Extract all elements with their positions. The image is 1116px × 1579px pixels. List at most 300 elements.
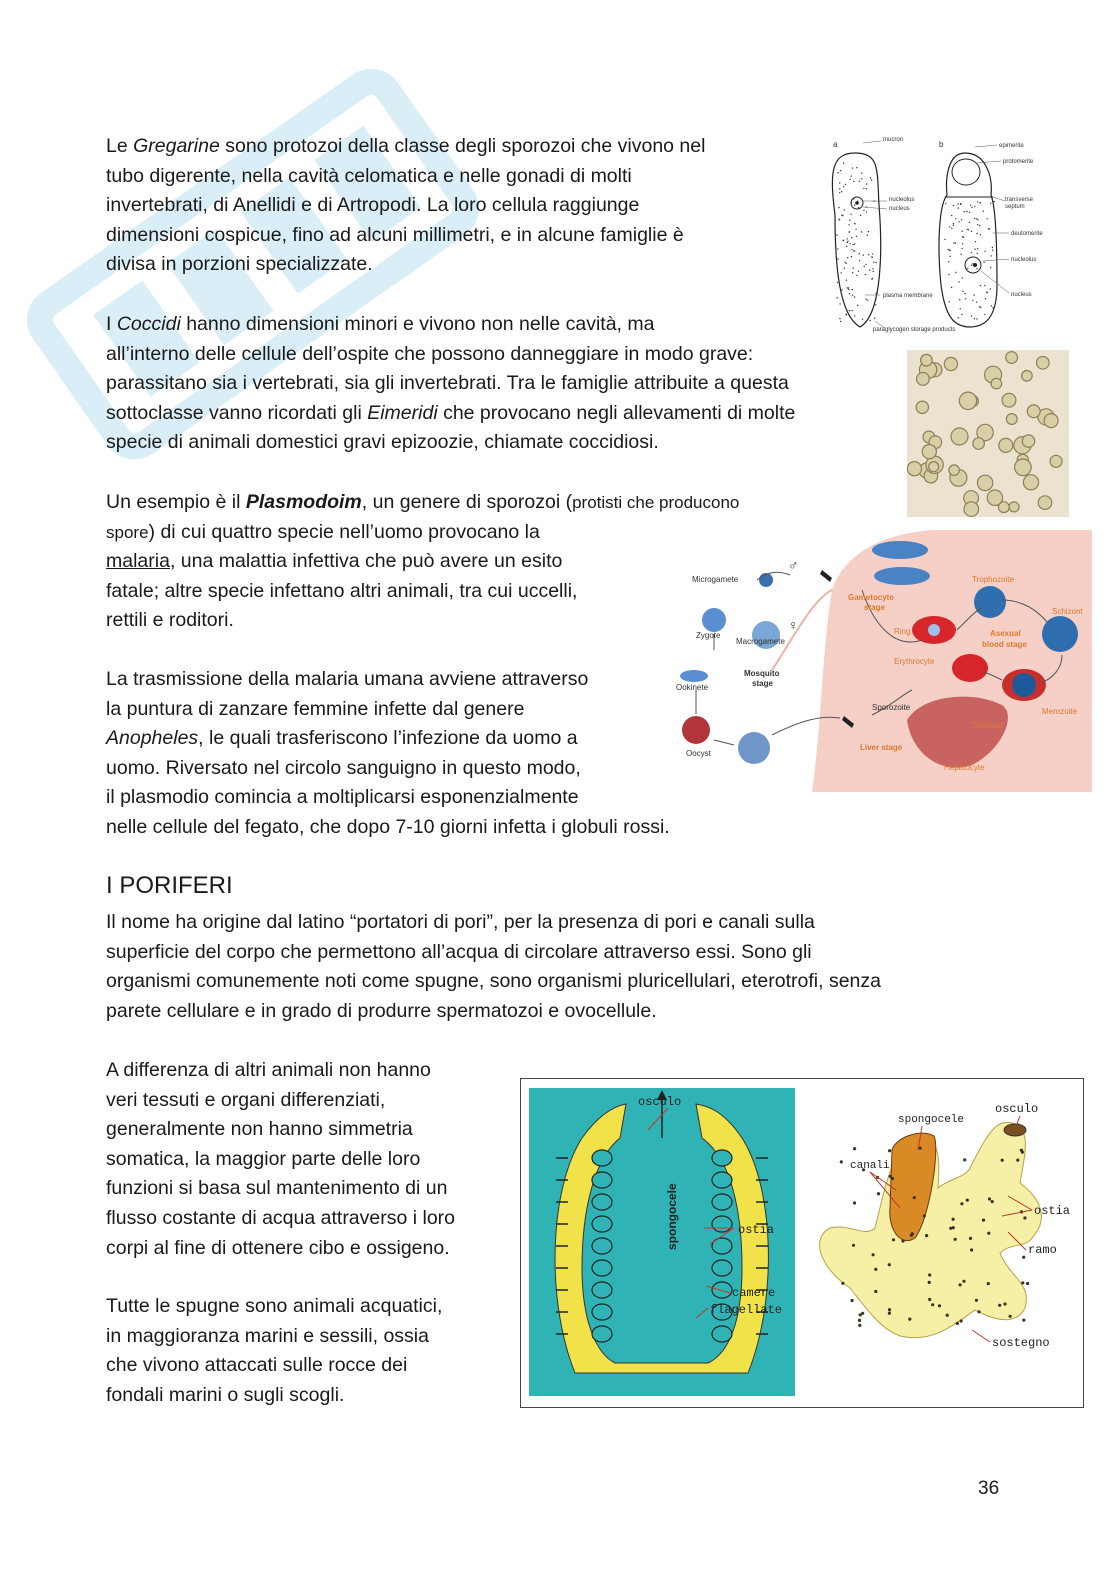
cytoplasm-dot: [991, 255, 992, 256]
ostium-dot: [852, 1244, 855, 1247]
cytoplasm-dot: [863, 188, 864, 189]
cytoplasm-dot: [965, 298, 966, 299]
flagellate-chamber: [592, 1260, 612, 1276]
ostium-dot: [946, 1314, 949, 1317]
ostium-dot: [901, 1239, 904, 1242]
text-line: dimensioni cospicue, fino ad alcuni millimetri, e in alcune famiglie è: [106, 223, 684, 246]
cytoplasm-dot: [844, 268, 845, 269]
cytoplasm-dot: [871, 256, 872, 257]
paragraph-plasmodio: [106, 488, 739, 636]
cytoplasm-dot: [844, 262, 845, 263]
cytoplasm-dot: [868, 254, 869, 255]
cytoplasm-dot: [976, 318, 977, 319]
cytoplasm-dot: [847, 241, 848, 242]
cytoplasm-dot: [979, 225, 980, 226]
label-microgamete: Microgamete: [692, 575, 739, 584]
flagellate-chamber: [712, 1282, 732, 1298]
cytoplasm-dot: [855, 229, 856, 230]
gregarine-diagram: [825, 135, 1055, 335]
label-canali: canali: [850, 1160, 890, 1172]
text-line: [106, 132, 705, 162]
cytoplasm-dot: [866, 188, 867, 189]
term-plasmodoim: Plasmodoim: [245, 491, 362, 513]
oocyst: [999, 438, 1013, 452]
cytoplasm-dot: [967, 268, 968, 269]
colony-osculum: [1004, 1124, 1026, 1136]
label-gametocyte: Gametocyte: [848, 593, 894, 602]
ostium-dot: [928, 1281, 931, 1284]
label-zygote: Zygote: [696, 631, 721, 640]
ostium-dot: [858, 1324, 861, 1327]
label-merozoite: Merozoite: [1042, 707, 1078, 716]
page-number: 36: [978, 1478, 1000, 1499]
cytoplasm-dot: [990, 288, 991, 289]
label-b: b: [939, 140, 944, 149]
cytoplasm-dot: [856, 236, 857, 237]
male-symbol: ♂: [788, 557, 799, 573]
cytoplasm-dot: [962, 277, 963, 278]
cytoplasm-dot: [948, 261, 949, 262]
label-spongocele: spongocele: [665, 1183, 679, 1250]
text-line: La trasmissione della malaria umana avviene attraverso: [106, 668, 589, 690]
cytoplasm-dot: [976, 233, 977, 234]
ostium-dot: [952, 1218, 955, 1221]
cytoplasm-dot: [977, 248, 978, 249]
cytoplasm-dot: [969, 222, 970, 223]
cytoplasm-dot: [849, 179, 850, 180]
oocyst: [922, 445, 936, 459]
ostium-dot: [1023, 1216, 1026, 1219]
cytoplasm-dot: [992, 247, 993, 248]
cytoplasm-dot: [984, 285, 985, 286]
label-a: a: [833, 140, 838, 149]
cytoplasm-dot: [837, 282, 838, 283]
cytoplasm-dot: [851, 256, 852, 257]
ostium-dot: [874, 1290, 877, 1293]
cytoplasm-dot: [870, 177, 871, 178]
cytoplasm-dot: [951, 287, 952, 288]
text-line: [106, 399, 795, 429]
ostium-dot: [962, 1280, 965, 1283]
cytoplasm-dot: [955, 218, 956, 219]
oocyst: [977, 475, 992, 490]
female-symbol: ♀: [788, 617, 799, 633]
cytoplasm-dot: [971, 252, 972, 253]
cytoplasm-dot: [990, 203, 991, 204]
ostium-dot: [925, 1234, 928, 1237]
ostium-dot: [960, 1202, 963, 1205]
cytoplasm-dot: [859, 253, 860, 254]
cytoplasm-dot: [964, 211, 965, 212]
oocyst: [907, 462, 921, 476]
oocyst: [916, 401, 928, 413]
label-sostegno: sostegno: [992, 1336, 1050, 1350]
cytoplasm-dot: [857, 305, 858, 306]
label-paraglycogen: paraglycogen storage products: [873, 327, 956, 333]
cytoplasm-dot: [838, 258, 839, 259]
ostium-dot: [1001, 1159, 1004, 1162]
term-eimeridi: Eimeridi: [367, 401, 438, 424]
ostium-dot: [987, 1232, 990, 1235]
cytoplasm-dot: [980, 307, 981, 308]
flagellate-chamber: [592, 1150, 612, 1166]
label-nucleus: nucleus: [889, 206, 910, 212]
nucleolus-b: [973, 263, 977, 267]
text: Le: [106, 135, 134, 157]
cytoplasm-dot: [991, 305, 992, 306]
cytoplasm-dot: [961, 314, 962, 315]
cytoplasm-dot: [945, 203, 946, 204]
ostium-dot: [892, 1238, 895, 1241]
cytoplasm-dot: [970, 205, 971, 206]
cytoplasm-dot: [966, 211, 967, 212]
ostium-dot: [913, 1196, 916, 1199]
cytoplasm-dot: [977, 201, 978, 202]
ostium-dot: [938, 1304, 941, 1307]
cytoplasm-dot: [861, 178, 862, 179]
text-line: tubo digerente, nella cavità celomatica e nelle gonadi di molti: [106, 164, 632, 187]
text: sottoclasse vanno ricordati gli: [106, 401, 368, 424]
text-line: invertebrati, di Anellidi e di Artropodi. La loro cellula raggiunge: [106, 194, 640, 217]
paragraph-poriferi: [106, 908, 881, 1026]
cytoplasm-dot: [951, 228, 952, 229]
paragraph-differenza: [106, 1056, 455, 1263]
sponge-anatomy-diagram: [520, 1078, 1084, 1408]
text-line: [106, 518, 739, 548]
cytoplasm-dot: [955, 242, 956, 243]
cytoplasm-dot: [949, 226, 950, 227]
cytoplasm-dot: [865, 274, 866, 275]
cytoplasm-dot: [836, 234, 837, 235]
text-line: parete cellulare e in grado di produrre spermatozoi e ovocellule.: [106, 999, 657, 1022]
oocyst: [949, 465, 959, 475]
oocyst: [951, 428, 968, 445]
cytoplasm-dot: [958, 203, 959, 204]
nucleolus-a: [855, 201, 859, 205]
cytoplasm-dot: [847, 242, 848, 243]
cytoplasm-dot: [868, 231, 869, 232]
cytoplasm-dot: [851, 202, 852, 203]
ostium-dot: [970, 1248, 973, 1251]
cytoplasm-dot: [987, 218, 988, 219]
cytoplasm-dot: [856, 275, 857, 276]
cytoplasm-dot: [854, 223, 855, 224]
label-transverse: transverse: [1005, 197, 1034, 203]
cytoplasm-dot: [838, 207, 839, 208]
cytoplasm-dot: [973, 294, 974, 295]
cytoplasm-dot: [839, 182, 840, 183]
cytoplasm-dot: [858, 271, 859, 272]
cytoplasm-dot: [850, 214, 851, 215]
ostium-dot: [975, 1299, 978, 1302]
cytoplasm-dot: [836, 297, 837, 298]
cytoplasm-dot: [866, 183, 867, 184]
text-line: specie di animali domestici gravi epizoozie, chiamate coccidiosi.: [106, 431, 659, 454]
cytoplasm-dot: [865, 299, 866, 300]
cytoplasm-dot: [972, 263, 973, 264]
cytoplasm-dot: [837, 248, 838, 249]
cytoplasm-dot: [977, 219, 978, 220]
term-anopheles: Anopheles: [106, 727, 199, 750]
cytoplasm-dot: [839, 318, 840, 319]
label-mosquito-stage: stage: [752, 679, 773, 688]
cytoplasm-dot: [971, 315, 972, 316]
ostium-dot: [888, 1263, 891, 1266]
cytoplasm-dot: [845, 184, 846, 185]
cytoplasm-dot: [846, 246, 847, 247]
text-line: Tutte le spugne sono animali acquatici,: [106, 1295, 443, 1317]
ostium-dot: [1022, 1256, 1025, 1259]
cytoplasm-dot: [989, 228, 990, 229]
label-osculo-colony: osculo: [995, 1102, 1039, 1116]
cytoplasm-dot: [862, 319, 863, 320]
cytoplasm-dot: [980, 202, 981, 203]
oocyst: [944, 357, 957, 370]
ostium-dot: [841, 1282, 844, 1285]
ostium-dot: [959, 1283, 962, 1286]
ostium-dot: [928, 1298, 931, 1301]
text-line: superficie del corpo che permettono all’acqua di circolare attraverso essi. Sono gli: [106, 940, 812, 963]
text-line: fondali marini o sugli scogli.: [106, 1383, 345, 1406]
flagellate-chamber: [712, 1172, 732, 1188]
cytoplasm-dot: [875, 304, 876, 305]
text-line: funzioni si basa sul mantenimento di un: [106, 1177, 448, 1200]
cytoplasm-dot: [856, 167, 857, 168]
cytoplasm-dot: [873, 261, 874, 262]
cytoplasm-dot: [875, 262, 876, 263]
paragraph-spugne: [106, 1292, 442, 1410]
ostium-dot: [858, 1319, 861, 1322]
text-line: [106, 547, 739, 577]
ostium-dot: [966, 1199, 969, 1202]
ostium-dot: [888, 1308, 891, 1311]
ostium-dot: [853, 1147, 856, 1150]
text: , le quali trasferiscono l’infezione da uomo a: [198, 727, 578, 750]
link-malaria[interactable]: malaria: [106, 550, 170, 573]
cytoplasm-dot: [971, 207, 972, 208]
label-sporozoite: Sporozoite: [872, 703, 911, 712]
cytoplasm-dot: [983, 211, 984, 212]
cytoplasm-dot: [852, 244, 853, 245]
cytoplasm-dot: [953, 242, 954, 243]
oocyst: [921, 354, 933, 366]
text-line: corpi al fine di ottenere cibo e ossigeno.: [106, 1236, 450, 1259]
label-trophozoite: Trophozoite: [972, 575, 1014, 584]
cytoplasm-dot: [992, 307, 993, 308]
gregarine-b-body: [939, 153, 997, 327]
oocyst: [1006, 352, 1018, 364]
cytoplasm-dot: [962, 243, 963, 244]
term-gregarine: Gregarine: [133, 135, 220, 157]
label-nucleolus-b: nucleolus: [1011, 257, 1037, 263]
cytoplasm-dot: [840, 170, 841, 171]
text: ) di cui quattro specie nell’uomo provocano la: [148, 520, 540, 543]
label-ostia: ostia: [738, 1223, 775, 1237]
cytoplasm-dot: [849, 310, 850, 311]
cytoplasm-dot: [848, 224, 849, 225]
ostium-dot: [874, 1268, 877, 1271]
text-line: generalmente non hanno simmetria: [106, 1118, 413, 1141]
cytoplasm-dot: [960, 308, 961, 309]
text-line: fatale; altre specie infettano altri animali, tra cui uccelli,: [106, 579, 578, 602]
text-line: parassitano sia i vertebrati, sia gli invertebrati. Tra le famiglie attribuite a questa: [106, 372, 789, 395]
cytoplasm-dot: [976, 268, 977, 269]
text: , una malattia infettiva che può avere un esito: [169, 550, 563, 573]
text-line: la puntura di zanzare femmine infette dal genere: [106, 697, 525, 720]
cytoplasm-dot: [980, 285, 981, 286]
flagellate-chamber: [592, 1216, 612, 1232]
oocyst: [1009, 502, 1019, 512]
cytoplasm-dot: [848, 289, 849, 290]
text-line: flusso costante di acqua attraverso i loro: [106, 1206, 456, 1229]
ostium-dot: [956, 1322, 959, 1325]
cytoplasm-dot: [875, 293, 876, 294]
cytoplasm-dot: [960, 204, 961, 205]
paragraph-coccidi: [106, 310, 795, 458]
cytoplasm-dot: [867, 300, 868, 301]
cytoplasm-dot: [962, 236, 963, 237]
ostium-dot: [888, 1149, 891, 1152]
flagellate-chamber: [712, 1150, 732, 1166]
text-line: [106, 310, 795, 340]
text-line: veri tessuti e organi differenziati,: [106, 1088, 386, 1111]
label-gametocyte-stage: stage: [864, 603, 885, 612]
cytoplasm-dot: [840, 321, 841, 322]
ostium-dot: [998, 1304, 1001, 1307]
cytoplasm-dot: [964, 293, 965, 294]
cytoplasm-dot: [852, 272, 853, 273]
cytoplasm-dot: [958, 207, 959, 208]
oocyst: [1023, 475, 1038, 490]
ostium-dot: [954, 1238, 957, 1241]
cytoplasm-dot: [962, 291, 963, 292]
cytoplasm-dot: [994, 214, 995, 215]
label-camere: camere: [732, 1286, 776, 1300]
term-coccidi: Coccidi: [116, 313, 181, 335]
oocyst: [991, 378, 1002, 389]
cytoplasm-dot: [853, 268, 854, 269]
label-oocyst: Oocyst: [686, 749, 711, 758]
oocyst: [1027, 405, 1040, 418]
cytoplasm-dot: [851, 249, 852, 250]
cytoplasm-dot: [849, 220, 850, 221]
cytoplasm-dot: [848, 287, 849, 288]
cytoplasm-dot: [851, 237, 852, 238]
cytoplasm-dot: [986, 292, 987, 293]
cytoplasm-dot: [857, 201, 858, 202]
cytoplasm-dot: [971, 231, 972, 232]
cytoplasm-dot: [974, 249, 975, 250]
ostium-dot: [928, 1273, 931, 1276]
cytoplasm-dot: [990, 267, 991, 268]
ostium-dot: [872, 1253, 875, 1256]
text: hanno dimensioni minori e vivono non nelle cavità, ma: [180, 313, 655, 335]
text-line: rettili e roditori.: [106, 609, 234, 632]
cytoplasm-dot: [983, 262, 984, 263]
cytoplasm-dot: [968, 229, 969, 230]
text-line: [106, 724, 670, 754]
cytoplasm-dot: [984, 314, 985, 315]
cytoplasm-dot: [992, 250, 993, 251]
label-ostia-colony: ostia: [1034, 1204, 1071, 1218]
cytoplasm-dot: [854, 250, 855, 251]
gregarine-a-body: [832, 153, 880, 327]
flagellate-chamber: [712, 1326, 732, 1342]
cytoplasm-dot: [850, 175, 851, 176]
cytoplasm-dot: [872, 268, 873, 269]
cytoplasm-dot: [852, 167, 853, 168]
cytoplasm-dot: [838, 219, 839, 220]
cytoplasm-dot: [948, 249, 949, 250]
cytoplasm-dot: [993, 201, 994, 202]
cytoplasm-dot: [839, 192, 840, 193]
cytoplasm-dot: [977, 224, 978, 225]
text-line: uomo. Riversato nel circolo sanguigno in questo modo,: [106, 756, 581, 779]
cytoplasm-dot: [871, 278, 872, 279]
cytoplasm-dot: [953, 205, 954, 206]
ostium-dot: [1020, 1149, 1023, 1152]
cytoplasm-dot: [846, 280, 847, 281]
cytoplasm-dot: [959, 299, 960, 300]
text-line: somatica, la maggior parte delle loro: [106, 1147, 421, 1170]
cytoplasm-dot: [972, 300, 973, 301]
text-line: che vivono attaccati sulle rocce dei: [106, 1354, 408, 1377]
cytoplasm-dot: [861, 172, 862, 173]
cytoplasm-dot: [859, 181, 860, 182]
ostium-dot: [840, 1160, 843, 1163]
cytoplasm-dot: [980, 234, 981, 235]
ostium-dot: [853, 1201, 856, 1204]
oocyst: [959, 392, 976, 409]
label-schizont-liver: Schizont: [972, 721, 1003, 730]
epimerite: [952, 159, 980, 185]
ostium-dot: [1021, 1281, 1024, 1284]
cytoplasm-dot: [962, 231, 963, 232]
ostium-dot: [923, 1214, 926, 1217]
coccidi-micrograph: [907, 350, 1069, 517]
cytoplasm-dot: [979, 306, 980, 307]
text-line: nelle cellule del fegato, che dopo 7-10 giorni infetta i globuli rossi.: [106, 815, 670, 838]
cytoplasm-dot: [984, 251, 985, 252]
cytoplasm-dot: [976, 253, 977, 254]
oocyst: [1022, 371, 1033, 382]
ostium-dot: [977, 1310, 980, 1313]
cytoplasm-dot: [871, 179, 872, 180]
cytoplasm-dot: [849, 231, 850, 232]
text-line: organismi comunemente noti come spugne, sono organismi pluricellulari, eterotrofi, senza: [106, 970, 881, 993]
flagellate-chamber: [712, 1216, 732, 1232]
cytoplasm-dot: [971, 265, 972, 266]
cytoplasm-dot: [843, 162, 844, 163]
cytoplasm-dot: [841, 191, 842, 192]
text-line: A differenza di altri animali non hanno: [106, 1059, 431, 1081]
cytoplasm-dot: [873, 271, 874, 272]
cytoplasm-dot: [866, 211, 867, 212]
text: I: [106, 313, 117, 335]
cytoplasm-dot: [869, 269, 870, 270]
cytoplasm-dot: [958, 317, 959, 318]
cytoplasm-dot: [844, 209, 845, 210]
label-hepatocyte: Hepatocyte: [944, 763, 985, 772]
label-blood-stage: blood stage: [982, 640, 1027, 649]
cytoplasm-dot: [863, 210, 864, 211]
oocyst: [973, 438, 985, 450]
cytoplasm-dot: [975, 241, 976, 242]
cytoplasm-dot: [955, 272, 956, 273]
label-liver-stage: Liver stage: [860, 743, 903, 752]
label-schizont: Schizont: [1052, 607, 1083, 616]
oocyst: [917, 373, 930, 386]
